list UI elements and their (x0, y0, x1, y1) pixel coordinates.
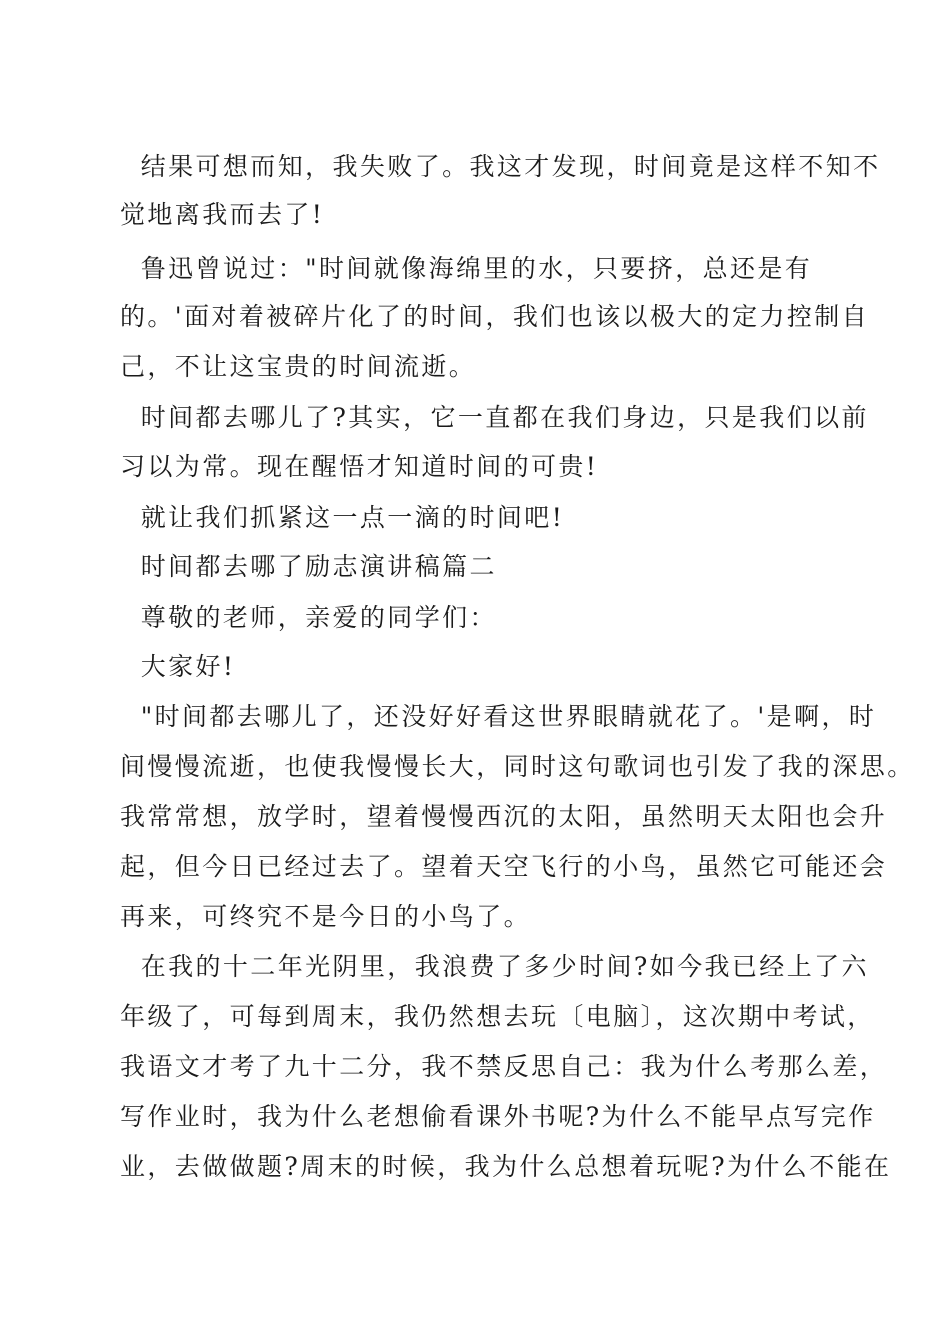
text-line: 再来，可终究不是今日的小鸟了。 (120, 902, 532, 931)
text-line: 业，去做做题?周末的时候，我为什么总想着玩呢?为什么不能在 (120, 1152, 892, 1181)
text-line: 的。'面对着被碎片化了的时间，我们也该以极大的定力控制自 (120, 302, 870, 331)
text-line: 觉地离我而去了! (120, 200, 325, 229)
greeting: 大家好! (120, 652, 236, 681)
text-line: 己，不让这宝贵的时间流逝。 (120, 352, 477, 381)
section-heading: 时间都去哪了励志演讲稿篇二 (120, 552, 497, 581)
salutation: 尊敬的老师，亲爱的同学们： (120, 603, 497, 632)
text-line: 时间都去哪儿了?其实，它一直都在我们身边，只是我们以前 (120, 403, 869, 432)
text-line: "时间都去哪儿了，还没好好看这世界眼睛就花了。'是啊，时 (120, 702, 877, 731)
text-line: 鲁迅曾说过："时间就像海绵里的水，只要挤，总还是有 (120, 254, 813, 283)
text-line: 在我的十二年光阴里，我浪费了多少时间?如今我已经上了六 (120, 952, 869, 981)
text-line: 起，但今日已经过去了。望着天空飞行的小鸟，虽然它可能还会 (120, 852, 888, 881)
text-line: 我常常想，放学时，望着慢慢西沉的太阳，虽然明天太阳也会升 (120, 802, 888, 831)
text-line: 写作业时，我为什么老想偷看课外书呢?为什么不能早点写完作 (120, 1102, 876, 1131)
text-line: 就让我们抓紧这一点一滴的时间吧! (120, 503, 565, 532)
text-line: 我语文才考了九十二分，我不禁反思自己：我为什么考那么差， (120, 1052, 888, 1081)
text-line: 间慢慢流逝，也使我慢慢长大，同时这句歌词也引发了我的深思。 (120, 752, 915, 781)
text-line: 结果可想而知，我失败了。我这才发现，时间竟是这样不知不 (120, 152, 881, 181)
text-line: 习以为常。现在醒悟才知道时间的可贵! (120, 452, 599, 481)
text-line: 年级了，可每到周末，我仍然想去玩〔电脑〕，这次期中考试， (120, 1002, 875, 1031)
